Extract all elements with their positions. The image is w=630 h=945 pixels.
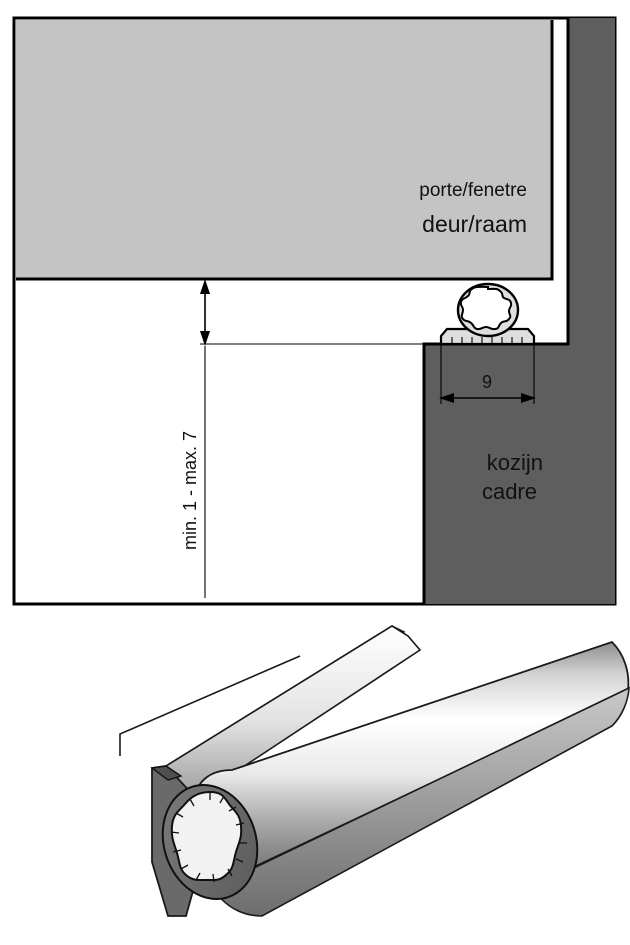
- frame-label-line2: cadre: [481, 479, 537, 504]
- frame-label-line1: kozijn: [486, 450, 543, 475]
- profile-3d-view: [0, 616, 630, 945]
- door-label-line1: porte/fenetre: [419, 180, 527, 201]
- width-dimension-label: 9: [481, 372, 493, 392]
- door-label-line2: deur/raam: [422, 211, 527, 237]
- door-body: [16, 20, 552, 279]
- gap-dimension-label: min. 1 - max. 7: [180, 430, 200, 550]
